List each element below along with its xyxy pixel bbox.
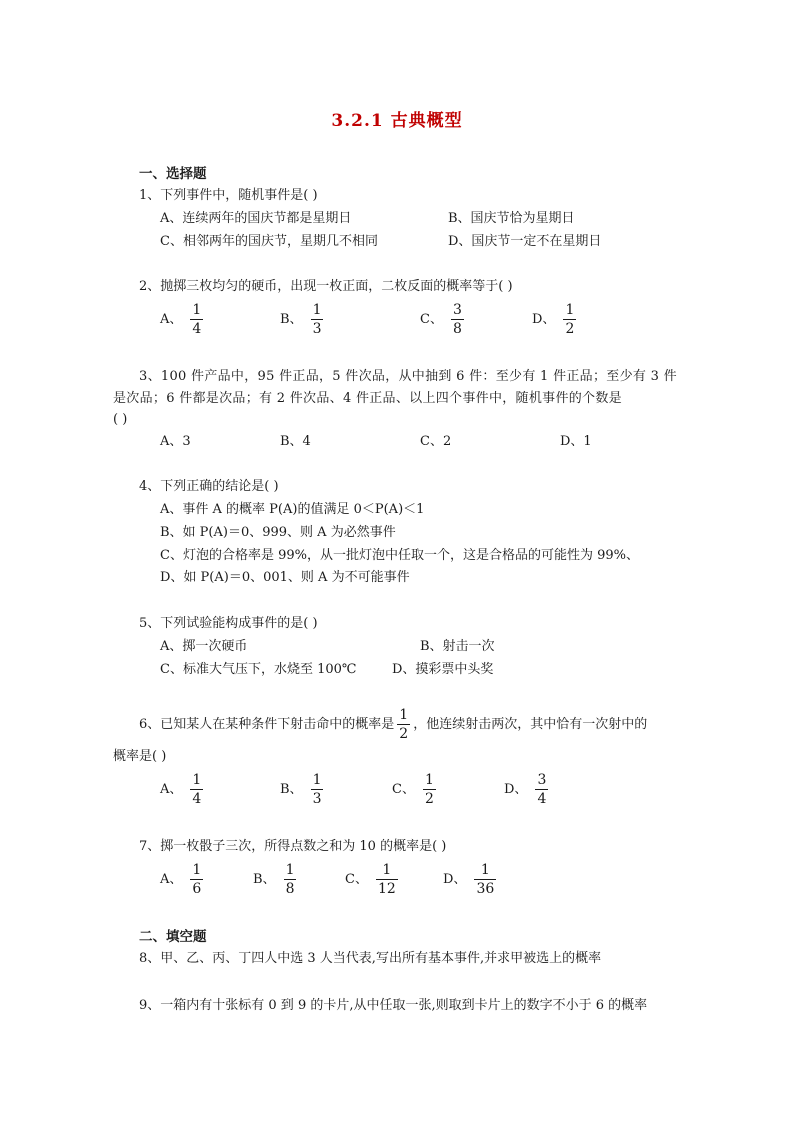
question-6-line-1: [139, 707, 647, 742]
page-title: 3.2.1 古典概型: [331, 111, 463, 131]
question-3-option-d: D、1: [560, 434, 592, 449]
question-1-option-a: A、连续两年的国庆节都是星期日: [160, 211, 352, 226]
fraction: $\frac{1}{4}$: [192, 302, 202, 337]
question-6-line-2: 概率是( ): [113, 749, 167, 764]
option-label: A、: [160, 871, 183, 887]
question-3-option-c: C、2: [420, 434, 452, 449]
fraction: $\frac{1}{6}$: [192, 862, 202, 897]
question-8-stem: 8、甲、乙、丙、丁四人中选 3 人当代表,写出所有基本事件,并求甲被选上的概率: [139, 951, 602, 966]
question-5-stem: 5、下列试验能构成事件的是( ): [139, 616, 318, 631]
option-label: C、: [345, 871, 368, 887]
option-label: D、: [443, 871, 467, 887]
question-2-stem: 2、抛掷三枚均匀的硬币，出现一枚正面，二枚反面的概率等于( ): [139, 279, 513, 294]
question-7-option-b: [253, 862, 296, 897]
question-1-stem: 1、下列事件中，随机事件是( ): [139, 188, 318, 203]
question-5-option-a: A、掷一次硬币: [160, 639, 248, 654]
question-4-option-c: C、灯泡的合格率是 99%，从一批灯泡中任取一个，这是合格品的可能性为 99%、: [160, 548, 640, 563]
question-6-option-b: [280, 772, 323, 807]
question-6-option-a: [160, 772, 203, 807]
option-label: B、: [280, 311, 303, 327]
fraction: $\frac{1}{3}$: [312, 772, 322, 807]
question-1-option-b: B、国庆节恰为星期日: [448, 211, 575, 226]
question-6-stem-start: 6、已知某人在某种条件下射击命中的概率是: [139, 716, 395, 732]
question-7-option-d: [443, 862, 496, 897]
question-6-option-d: [504, 772, 548, 807]
question-7-option-a: [160, 862, 203, 897]
option-label: A、: [160, 781, 183, 797]
question-1-option-d: D、国庆节一定不在星期日: [448, 234, 602, 249]
question-5-option-c: C、标准大气压下，水烧至 100℃: [160, 662, 357, 677]
option-label: D、: [532, 311, 556, 327]
fraction: $\frac{1}{12}$: [377, 862, 396, 897]
question-3-line-3: ( ): [113, 412, 128, 427]
option-label: D、: [504, 781, 528, 797]
question-5-option-d: D、摸彩票中头奖: [392, 662, 494, 677]
fraction: $\frac{1}{4}$: [192, 772, 202, 807]
option-label: B、: [253, 871, 276, 887]
fraction: $\frac{1}{36}$: [476, 862, 495, 897]
question-1-option-c: C、相邻两年的国庆节，星期几不相同: [160, 234, 378, 249]
question-6-option-c: [392, 772, 436, 807]
fraction: $\frac{1}{8}$: [285, 862, 295, 897]
option-label: B、: [280, 781, 303, 797]
fraction: $\frac{1}{2}$: [565, 302, 575, 337]
question-2-option-d: [532, 302, 576, 337]
fraction: $\frac{3}{8}$: [452, 302, 462, 337]
question-7-option-c: [345, 862, 398, 897]
question-3-line-2: 是次品；6 件都是次品；有 2 件次品、4 件正品、以上四个事件中，随机事件的个数是: [113, 391, 622, 406]
question-4-option-b: B、如 P(A)＝0、999、则 A 为必然事件: [160, 525, 396, 540]
question-4-stem: 4、下列正确的结论是( ): [139, 479, 279, 494]
question-3-option-a: A、3: [160, 434, 191, 449]
question-6-stem-end: ，他连续射击两次，其中恰有一次射中的: [413, 716, 648, 732]
question-3-line-1: 3、100 件产品中，95 件正品，5 件次品，从中抽到 6 件：至少有 1 件正品；至少有 3 件: [139, 369, 677, 384]
question-3-option-b: B、4: [280, 434, 311, 449]
question-5-option-b: B、射击一次: [420, 639, 495, 654]
option-label: A、: [160, 311, 183, 327]
section-heading-fill: 二、填空题: [139, 929, 207, 945]
question-2-option-b: [280, 302, 323, 337]
question-4-option-a: A、事件 A 的概率 P(A)的值满足 0＜P(A)＜1: [160, 502, 425, 517]
question-2-option-a: [160, 302, 203, 337]
fraction: $\frac{1}{2}$: [424, 772, 434, 807]
fraction: $\frac{1}{2}$: [399, 707, 409, 742]
fraction: $\frac{3}{4}$: [537, 772, 547, 807]
question-7-stem: 7、掷一枚骰子三次，所得点数之和为 10 的概率是( ): [139, 839, 447, 854]
option-label: C、: [392, 781, 415, 797]
fraction: $\frac{1}{3}$: [312, 302, 322, 337]
question-9-stem: 9、一箱内有十张标有 0 到 9 的卡片,从中任取一张,则取到卡片上的数字不小于 6 的概率: [139, 998, 648, 1013]
question-4-option-d: D、如 P(A)＝0、001、则 A 为不可能事件: [160, 570, 410, 585]
option-label: C、: [420, 311, 443, 327]
question-2-option-c: [420, 302, 464, 337]
section-heading-choice: 一、选择题: [139, 166, 207, 182]
